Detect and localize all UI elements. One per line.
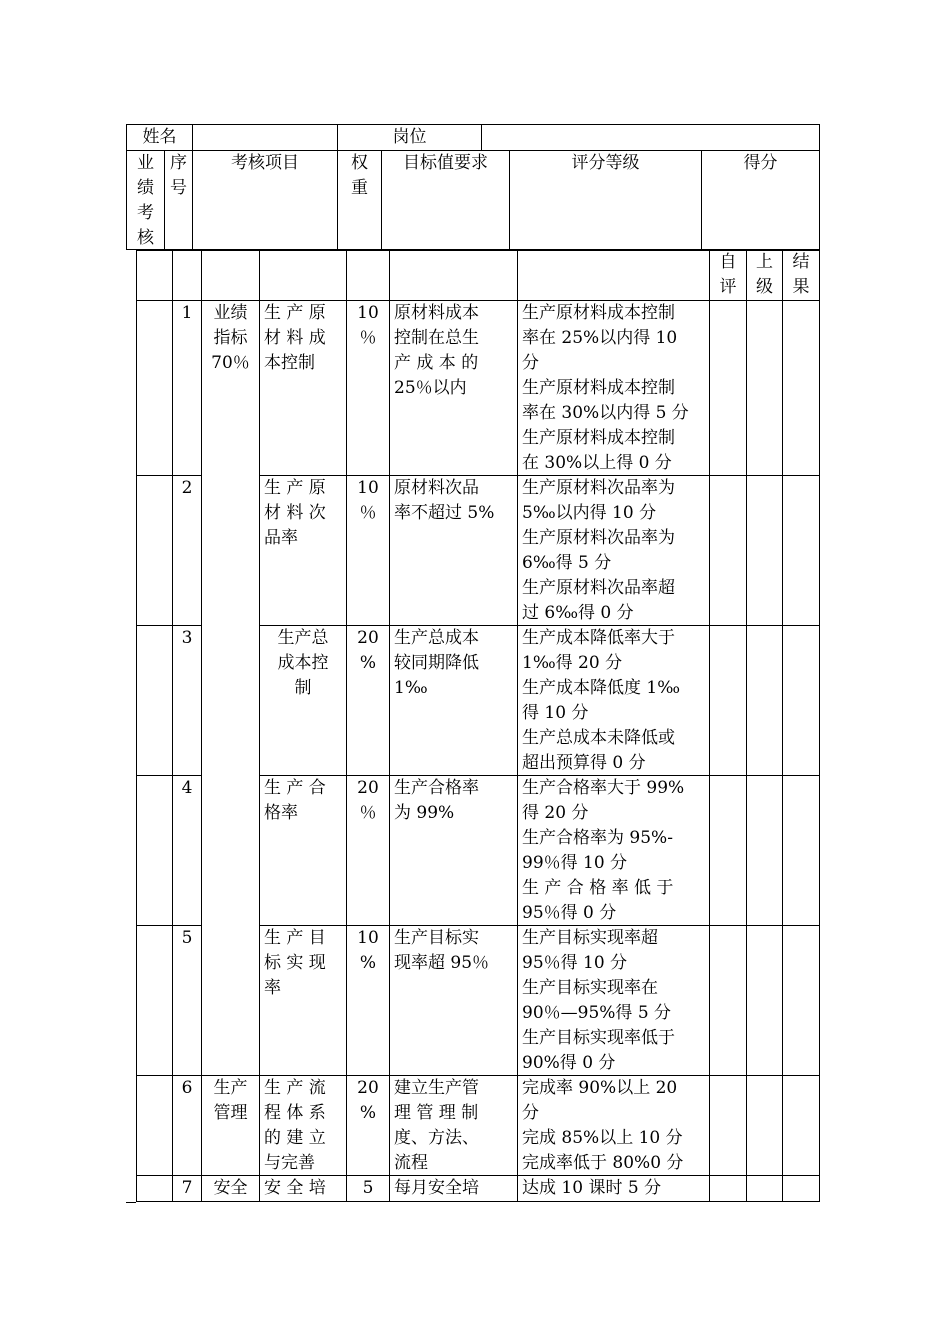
row-result-cell bbox=[783, 476, 820, 626]
row-target-line: 理 管 理 制 bbox=[394, 1103, 479, 1123]
subheader-blank-5 bbox=[390, 250, 518, 301]
row-grading-line: 1‰得 20 分 bbox=[522, 653, 623, 673]
col-self-eval-char: 自 bbox=[719, 252, 737, 272]
row-weight-cell bbox=[347, 776, 390, 926]
col-weight-char: 重 bbox=[351, 178, 368, 198]
row-group-line: 70％ bbox=[211, 353, 250, 373]
row-target-line: 原材料次品 bbox=[394, 478, 479, 498]
row-target-line: 建立生产管 bbox=[394, 1078, 479, 1098]
row-target-line: 生产总成本 bbox=[394, 628, 479, 648]
col-result-char: 果 bbox=[792, 277, 810, 297]
row-weight-line: 5 bbox=[362, 1178, 374, 1198]
row-seq-cell bbox=[173, 1076, 202, 1176]
row-group-line: 业绩 bbox=[213, 303, 248, 323]
row-weight-line: ％ bbox=[359, 503, 377, 523]
col-result-char: 结 bbox=[792, 252, 810, 272]
row-grading-line: 生产原材料次品率为 bbox=[522, 528, 675, 548]
row-grading-line: 生产成本降低度 1‰ bbox=[522, 678, 681, 698]
row-seq: 4 bbox=[181, 778, 193, 798]
row-grading-line: 生产原材料成本控制 bbox=[522, 303, 675, 323]
row-weight-line: % bbox=[359, 1103, 377, 1123]
row-superior-cell bbox=[747, 1176, 783, 1202]
row-target-line: 生产合格率 bbox=[394, 778, 479, 798]
col-superior-char: 上 bbox=[756, 252, 773, 272]
row-weight-line: % bbox=[359, 953, 377, 973]
row-item-line: 生 产 原 bbox=[264, 303, 326, 323]
row-item-line: 材 料 次 bbox=[264, 503, 326, 523]
row-item-cell bbox=[260, 626, 347, 776]
row-grading-line: 生产原材料成本控制 bbox=[522, 428, 675, 448]
row-superior-cell bbox=[747, 301, 783, 476]
row-weight-line: % bbox=[359, 653, 377, 673]
row-grading-line: 5‰以内得 10 分 bbox=[522, 503, 657, 523]
col-category-char: 核 bbox=[137, 228, 154, 248]
row-grading-line: 生产目标实现率低于 bbox=[522, 1028, 675, 1048]
row-result-cell bbox=[783, 1176, 820, 1202]
row-item-line: 率 bbox=[264, 978, 281, 998]
name-label-cell bbox=[127, 125, 193, 151]
row-grading-line: 生产原材料成本控制 bbox=[522, 378, 675, 398]
row-seq: 2 bbox=[181, 478, 193, 498]
col-seq-char: 号 bbox=[170, 178, 187, 198]
row-weight-line: ％ bbox=[359, 803, 377, 823]
row-superior-cell bbox=[747, 1076, 783, 1176]
row-grading-line: 95％得 10 分 bbox=[522, 953, 628, 973]
row-target-cell bbox=[390, 626, 518, 776]
col-target-header bbox=[382, 151, 510, 250]
row-item-line: 本控制 bbox=[264, 353, 315, 373]
col-grading-header bbox=[510, 151, 702, 250]
row-item-cell bbox=[260, 476, 347, 626]
subheader-blank-2 bbox=[202, 250, 260, 301]
col-superior-char: 级 bbox=[756, 277, 773, 297]
row-grading-line: 完成率低于 80%0 分 bbox=[522, 1153, 684, 1173]
row-seq-cell bbox=[173, 301, 202, 476]
row-grading-line: 生产目标实现率超 bbox=[522, 928, 658, 948]
row-weight-line: ％ bbox=[359, 328, 377, 348]
row-grading-line: 生产成本降低率大于 bbox=[522, 628, 675, 648]
col-category-header bbox=[127, 151, 165, 250]
row-target-cell bbox=[390, 301, 518, 476]
row-grading-line: 生产合格率大于 99% bbox=[522, 778, 685, 798]
row-item-line: 安 全 培 bbox=[264, 1178, 326, 1198]
row-superior-cell bbox=[747, 476, 783, 626]
row-grading-cell bbox=[518, 1076, 710, 1176]
row-grading-line: 95％得 0 分 bbox=[522, 903, 617, 923]
row-item-line: 品率 bbox=[264, 528, 298, 548]
col-superior-header bbox=[747, 250, 783, 301]
row-seq: 3 bbox=[181, 628, 193, 648]
row-grading-line: 90％—95%得 5 分 bbox=[522, 1003, 672, 1023]
row-grading-cell bbox=[518, 776, 710, 926]
row-item-line: 格率 bbox=[264, 803, 298, 823]
row-weight-cell bbox=[347, 926, 390, 1076]
row-group-line: 安全 bbox=[213, 1178, 248, 1198]
row-target-line: 流程 bbox=[394, 1153, 428, 1173]
row-grading-line: 分 bbox=[522, 1103, 539, 1123]
row-weight-cell bbox=[347, 476, 390, 626]
row-seq-cell bbox=[173, 476, 202, 626]
row-grading-cell bbox=[518, 626, 710, 776]
subheader-blank-0 bbox=[136, 250, 173, 301]
row-target-line: 原材料成本 bbox=[394, 303, 479, 323]
row-grading-line: 达成 10 课时 5 分 bbox=[522, 1178, 662, 1198]
row-seq-cell bbox=[173, 626, 202, 776]
row-weight-cell bbox=[347, 1076, 390, 1176]
row-self-eval-cell bbox=[710, 626, 747, 776]
row-weight-line: 10 bbox=[357, 478, 379, 498]
row-grading-line: 得 20 分 bbox=[522, 803, 589, 823]
row-grading-line: 率在 25%以内得 10 bbox=[522, 328, 678, 348]
col-self-eval-header bbox=[710, 250, 747, 301]
col-weight-char: 权 bbox=[351, 153, 368, 173]
row-weight-line: 20 bbox=[357, 1078, 379, 1098]
row-category-cell bbox=[136, 776, 173, 926]
row-grading-line: 6‰得 5 分 bbox=[522, 553, 612, 573]
row-grading-cell bbox=[518, 1176, 710, 1202]
row-grading-line: 生产目标实现率在 bbox=[522, 978, 658, 998]
col-grading-label: 评分等级 bbox=[571, 153, 640, 173]
row-group-cell bbox=[202, 1176, 260, 1202]
position-value-cell bbox=[482, 125, 820, 151]
row-self-eval-cell bbox=[710, 1176, 747, 1202]
name-value-cell bbox=[193, 125, 338, 151]
row-target-cell bbox=[390, 926, 518, 1076]
row-item-line: 与完善 bbox=[264, 1153, 315, 1173]
row-seq-cell bbox=[173, 1176, 202, 1202]
subheader-blank-3 bbox=[260, 250, 347, 301]
row-result-cell bbox=[783, 301, 820, 476]
row-target-line: 1‰ bbox=[394, 678, 428, 698]
col-item-label: 考核项目 bbox=[231, 153, 299, 173]
row-seq: 7 bbox=[181, 1178, 193, 1198]
row-grading-line: 生 产 合 格 率 低 于 bbox=[522, 878, 674, 898]
row-target-line: 为 99% bbox=[394, 803, 455, 823]
row-self-eval-cell bbox=[710, 1076, 747, 1176]
row-category-cell bbox=[136, 626, 173, 776]
row-seq: 5 bbox=[181, 928, 193, 948]
col-seq-char: 序 bbox=[170, 153, 187, 173]
row-grading-line: 生产原材料次品率为 bbox=[522, 478, 675, 498]
row-seq-cell bbox=[173, 926, 202, 1076]
row-grading-line: 90%得 0 分 bbox=[522, 1053, 616, 1073]
row-grading-line: 完成 85%以上 10 分 bbox=[522, 1128, 683, 1148]
row-group-cell bbox=[202, 301, 260, 1076]
row-item-cell bbox=[260, 776, 347, 926]
col-self-eval-char: 评 bbox=[719, 277, 737, 297]
row-target-cell bbox=[390, 1076, 518, 1176]
row-weight-line: 10 bbox=[357, 303, 379, 323]
row-grading-line: 率在 30%以内得 5 分 bbox=[522, 403, 689, 423]
row-self-eval-cell bbox=[710, 301, 747, 476]
row-target-line: 每月安全培 bbox=[394, 1178, 479, 1198]
row-item-line: 材 料 成 bbox=[264, 328, 326, 348]
row-item-line: 的 建 立 bbox=[264, 1128, 326, 1148]
row-item-line: 程 体 系 bbox=[264, 1103, 326, 1123]
row-grading-cell bbox=[518, 476, 710, 626]
col-category-char: 绩 bbox=[137, 178, 154, 198]
row-weight-cell bbox=[347, 626, 390, 776]
row-weight-line: 20 bbox=[357, 778, 379, 798]
row-weight-line: 10 bbox=[357, 928, 379, 948]
row-seq: 1 bbox=[181, 303, 193, 323]
row-result-cell bbox=[783, 926, 820, 1076]
row-target-line: 25％以内 bbox=[394, 378, 467, 398]
row-target-line: 率不超过 5% bbox=[394, 503, 495, 523]
col-category-char: 考 bbox=[137, 203, 154, 223]
row-group-line: 管理 bbox=[213, 1103, 248, 1123]
subheader-blank-1 bbox=[173, 250, 202, 301]
subheader-blank-4 bbox=[347, 250, 390, 301]
row-superior-cell bbox=[747, 926, 783, 1076]
row-group-line: 指标 bbox=[213, 328, 248, 348]
row-category-cell bbox=[136, 926, 173, 1076]
row-target-line: 度、方法、 bbox=[394, 1128, 479, 1148]
row-item-cell bbox=[260, 1076, 347, 1176]
row-grading-line: 完成率 90%以上 20 bbox=[522, 1078, 678, 1098]
bottom-stub-line bbox=[126, 1202, 136, 1203]
col-score-header bbox=[702, 151, 820, 250]
col-score-label: 得分 bbox=[743, 153, 778, 173]
row-item-cell bbox=[260, 301, 347, 476]
row-item-cell bbox=[260, 1176, 347, 1202]
row-target-line: 较同期降低 bbox=[394, 653, 479, 673]
row-grading-line: 生产合格率为 95%- bbox=[522, 828, 673, 848]
row-self-eval-cell bbox=[710, 926, 747, 1076]
row-item-line: 生产总 bbox=[277, 628, 329, 648]
row-grading-cell bbox=[518, 301, 710, 476]
row-category-cell bbox=[136, 301, 173, 476]
row-target-cell bbox=[390, 1176, 518, 1202]
col-target-label: 目标值要求 bbox=[403, 153, 488, 173]
row-target-line: 现率超 95％ bbox=[394, 953, 490, 973]
row-result-cell bbox=[783, 776, 820, 926]
position-label-cell bbox=[338, 125, 482, 151]
row-item-line: 生 产 目 bbox=[264, 928, 326, 948]
row-item-line: 成本控 bbox=[277, 653, 329, 673]
row-target-line: 控制在总生 bbox=[394, 328, 479, 348]
name-label: 姓名 bbox=[142, 127, 177, 147]
row-item-line: 生 产 流 bbox=[264, 1078, 326, 1098]
row-weight-cell bbox=[347, 1176, 390, 1202]
row-category-cell bbox=[136, 476, 173, 626]
row-superior-cell bbox=[747, 626, 783, 776]
row-target-cell bbox=[390, 776, 518, 926]
col-category-char: 业 bbox=[137, 153, 154, 173]
row-seq-cell bbox=[173, 776, 202, 926]
row-weight-line: 20 bbox=[357, 628, 379, 648]
row-grading-line: 在 30%以上得 0 分 bbox=[522, 453, 672, 473]
row-item-line: 标 实 现 bbox=[264, 953, 326, 973]
row-grading-line: 得 10 分 bbox=[522, 703, 589, 723]
row-target-line: 生产目标实 bbox=[394, 928, 479, 948]
row-grading-cell bbox=[518, 926, 710, 1076]
row-item-line: 生 产 合 bbox=[264, 778, 326, 798]
row-target-cell bbox=[390, 476, 518, 626]
col-item-header bbox=[193, 151, 338, 250]
row-grading-line: 生产总成本未降低或 bbox=[522, 728, 675, 748]
row-weight-cell bbox=[347, 301, 390, 476]
row-result-cell bbox=[783, 1076, 820, 1176]
row-group-cell bbox=[202, 1076, 260, 1176]
row-item-cell bbox=[260, 926, 347, 1076]
row-grading-line: 分 bbox=[522, 353, 539, 373]
row-grading-line: 生产原材料次品率超 bbox=[522, 578, 675, 598]
row-target-line: 产 成 本 的 bbox=[394, 353, 479, 373]
row-self-eval-cell bbox=[710, 776, 747, 926]
subheader-blank-6 bbox=[518, 250, 710, 301]
row-superior-cell bbox=[747, 776, 783, 926]
position-label: 岗位 bbox=[392, 127, 427, 147]
col-weight-header bbox=[338, 151, 382, 250]
col-result-header bbox=[783, 250, 820, 301]
row-self-eval-cell bbox=[710, 476, 747, 626]
row-item-line: 生 产 原 bbox=[264, 478, 326, 498]
col-seq-header bbox=[165, 151, 193, 250]
row-grading-line: 过 6‰得 0 分 bbox=[522, 603, 634, 623]
row-category-cell bbox=[136, 1176, 173, 1202]
row-item-line: 制 bbox=[294, 678, 312, 698]
row-grading-line: 99％得 10 分 bbox=[522, 853, 628, 873]
row-category-cell bbox=[136, 1076, 173, 1176]
row-seq: 6 bbox=[181, 1078, 193, 1098]
row-result-cell bbox=[783, 626, 820, 776]
row-grading-line: 超出预算得 0 分 bbox=[522, 753, 646, 773]
row-group-line: 生产 bbox=[213, 1078, 248, 1098]
